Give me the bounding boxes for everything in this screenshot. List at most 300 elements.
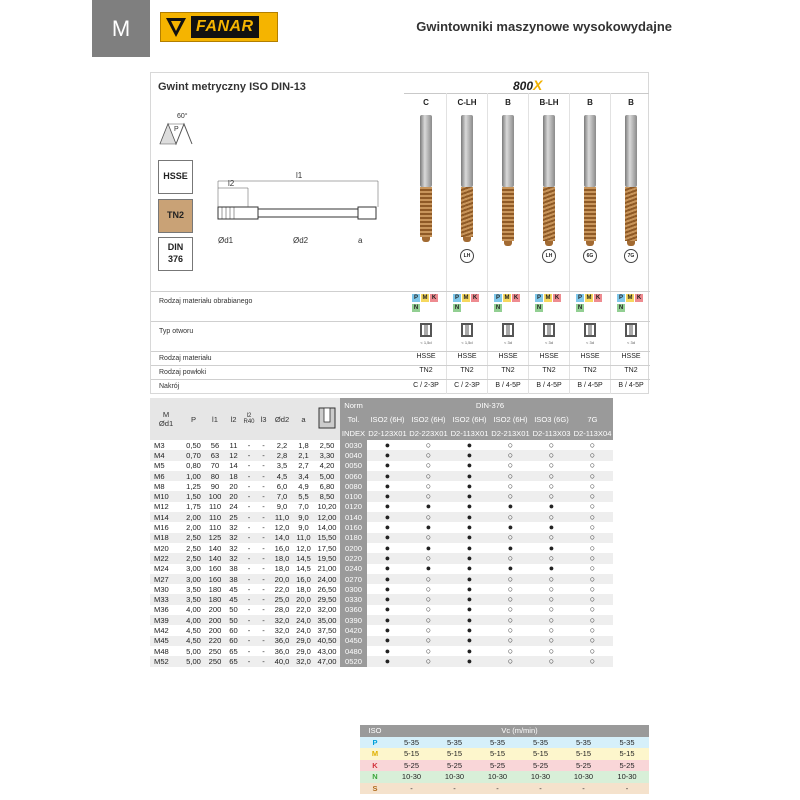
on-request-icon: ○ (425, 624, 432, 635)
table-row (150, 471, 613, 481)
dim-l2: l2 (228, 179, 235, 188)
available-icon: ● (384, 522, 391, 533)
speed-value: 5-35 (605, 737, 649, 749)
table-cell: 29,50 (314, 594, 340, 604)
speed-row (360, 771, 649, 783)
dimensions-table (150, 398, 613, 667)
table-cell: 32,0 (274, 625, 290, 635)
tolerance-header: ISO3 (6G) (531, 412, 572, 426)
table-cell: 38 (225, 574, 242, 584)
table-cell: 18,0 (271, 553, 293, 563)
available-icon: ● (384, 460, 391, 471)
index-code: 0100 (340, 491, 367, 501)
table-cell: - (242, 533, 256, 543)
on-request-icon: ○ (531, 636, 572, 646)
available-icon: ● (425, 501, 432, 512)
table-cell: 20 (225, 491, 242, 501)
on-request-icon: ○ (548, 624, 555, 635)
table-cell: 70 (210, 461, 220, 471)
table-cell: 20,0 (293, 594, 314, 604)
on-request-icon: ○ (572, 533, 613, 543)
table-cell: 9,0 (293, 512, 314, 522)
tap-form-header: B (587, 98, 593, 107)
iso-group-label: S (360, 783, 390, 795)
on-request-icon: ○ (425, 480, 432, 491)
table-cell: 32,0 (271, 615, 293, 625)
on-request-icon: ○ (408, 533, 449, 543)
table-row (150, 553, 613, 563)
on-request-icon: ○ (531, 450, 572, 460)
coating-tn2-box: TN2 (158, 199, 193, 233)
iso-p-badge: P (536, 295, 541, 301)
table-cell: 24,00 (314, 574, 340, 584)
on-request-icon: ○ (589, 480, 596, 491)
thread-size: M5 (154, 461, 165, 471)
row-label: Typ otworu (159, 328, 194, 335)
iso-k-badge: K (431, 295, 437, 301)
available-icon: ● (449, 594, 490, 604)
table-cell: - (262, 543, 265, 553)
on-request-icon: ○ (408, 491, 449, 501)
table-cell: 45 (225, 594, 242, 604)
on-request-icon: ○ (548, 645, 555, 656)
hole-depth-note: < 1,5d (420, 340, 432, 345)
index-code: 0050 (340, 461, 367, 471)
table-cell: 7,0 (298, 502, 309, 512)
table-cell: 45 (229, 584, 238, 594)
table-cell: - (262, 440, 265, 450)
table-cell: 65 (229, 646, 238, 656)
on-request-icon: ○ (408, 615, 449, 625)
table-cell: 60 (225, 636, 242, 646)
speed-value: 10-30 (562, 771, 605, 783)
available-icon: ● (384, 501, 391, 512)
index-code: 0220 (340, 553, 367, 563)
table-cell: 18,0 (296, 584, 311, 594)
table-cell: - (242, 450, 256, 460)
blind-hole-icon (625, 323, 637, 337)
series-logo: 800X (513, 77, 543, 93)
on-request-icon: ○ (572, 553, 613, 563)
available-icon: ● (449, 615, 490, 625)
table-cell: 4,00 (182, 615, 205, 625)
table-cell: 16,0 (274, 543, 290, 553)
index-code: 0160 (340, 522, 367, 532)
speed-value: 5-15 (476, 748, 519, 760)
available-icon: ● (367, 594, 408, 604)
table-cell: 3,4 (293, 471, 314, 481)
chamfer-value: B / 4-5P (495, 382, 521, 389)
table-row (150, 584, 613, 594)
table-cell: 36,0 (271, 636, 293, 646)
on-request-icon: ○ (490, 553, 531, 563)
table-cell: - (262, 523, 265, 533)
table-cell: 32,00 (317, 605, 337, 615)
thread-size: M42 (154, 625, 169, 635)
on-request-icon: ○ (490, 574, 531, 584)
material-value: HSSE (416, 353, 436, 360)
table-cell: 14,00 (317, 523, 337, 533)
tolerance-header: ISO2 (6H) (490, 412, 531, 426)
table-cell: 18 (225, 471, 242, 481)
iso-p-badge: P (495, 295, 500, 301)
on-request-icon: ○ (548, 480, 555, 491)
available-icon: ● (466, 604, 473, 615)
index-code: 0200 (340, 543, 367, 553)
speed-value: 5-15 (390, 748, 433, 760)
hole-depth-note: < 1,5d (461, 340, 473, 345)
table-cell: 32 (225, 553, 242, 563)
table-cell: 1,75 (186, 502, 201, 512)
table-cell: - (247, 625, 251, 635)
available-icon: ● (449, 636, 490, 646)
table-cell: 19,50 (314, 553, 340, 563)
table-cell: 40,50 (314, 636, 340, 646)
table-cell: - (256, 615, 271, 625)
iso-header: ISO (360, 725, 390, 737)
on-request-icon: ○ (572, 512, 613, 522)
row-label: Rodzaj materiału obrabianego (159, 298, 253, 305)
speed-row (360, 760, 649, 772)
index-code: 0270 (340, 574, 367, 584)
available-icon: ● (367, 491, 408, 501)
iso-m-badge: M (586, 295, 592, 301)
blind-hole-icon (584, 323, 596, 337)
table-cell: 125 (205, 533, 225, 543)
speed-value: 5-15 (562, 748, 605, 760)
table-cell: 14 (229, 461, 238, 471)
article-code-header: D2-213X01 (490, 426, 531, 440)
on-request-icon: ○ (490, 450, 531, 460)
available-icon: ● (449, 656, 490, 666)
on-request-icon: ○ (572, 450, 613, 460)
iso-p-badge: P (577, 295, 582, 301)
on-request-icon: ○ (490, 594, 531, 604)
index-code: 0040 (340, 450, 367, 460)
speed-value: 5-25 (562, 760, 605, 772)
table-cell: 14,0 (271, 533, 293, 543)
speed-value: 10-30 (605, 771, 649, 783)
speed-value: - (433, 783, 476, 795)
table-cell: 180 (208, 584, 222, 594)
table-cell: 35,00 (314, 615, 340, 625)
table-cell: - (262, 502, 265, 512)
on-request-icon: ○ (490, 471, 531, 481)
table-cell: - (247, 440, 251, 450)
speed-value: 10-30 (390, 771, 433, 783)
on-request-icon: ○ (572, 471, 613, 481)
speed-value: 10-30 (476, 771, 519, 783)
table-cell: - (247, 605, 251, 615)
iso-p-badge: P (413, 295, 418, 301)
available-icon: ● (367, 636, 408, 646)
table-cell: 9,0 (298, 523, 309, 533)
on-request-icon: ○ (572, 594, 613, 604)
tap-form-header: C (423, 98, 429, 107)
left-hand-icon: LH (542, 249, 556, 263)
table-cell: - (256, 574, 271, 584)
table-cell: 8,50 (314, 491, 340, 501)
available-icon: ● (449, 533, 490, 543)
coating-value: TN2 (419, 367, 433, 374)
index-code: 0030 (340, 440, 367, 450)
index-code: 0420 (340, 625, 367, 635)
hole-depth-note: < 3d (545, 340, 553, 345)
thread-size: M8 (154, 481, 165, 491)
index-code: 0480 (340, 646, 367, 656)
table-cell: 22,0 (296, 605, 311, 615)
available-icon: ● (449, 553, 490, 563)
on-request-icon: ○ (408, 594, 449, 604)
article-code-header: D2-123X01 (367, 426, 408, 440)
table-cell: - (242, 471, 256, 481)
hole-depth-note: < 3d (627, 340, 635, 345)
iso-material-group (453, 294, 481, 316)
table-row (150, 491, 613, 501)
table-cell: 32 (229, 523, 238, 533)
thread-standard-title: Gwint metryczny ISO DIN-13 (158, 81, 306, 93)
table-cell: 2,7 (298, 461, 309, 471)
section-letter: M (111, 15, 131, 41)
table-row (150, 646, 613, 656)
blind-hole-icon (543, 323, 555, 337)
iso-material-group (576, 294, 604, 316)
table-cell: 21,00 (317, 564, 337, 574)
dim-d1: Ød1 (218, 236, 234, 245)
iso-k-badge: K (636, 295, 642, 301)
tap-form-header: B (628, 98, 634, 107)
table-row (150, 625, 613, 635)
iso-k-badge: K (513, 295, 519, 301)
table-cell: 63 (205, 450, 225, 460)
table-row (150, 512, 613, 522)
article-code-header: D2-113X01 (449, 426, 490, 440)
on-request-icon: ○ (589, 563, 596, 574)
thread-size: M10 (150, 491, 182, 501)
on-request-icon: ○ (408, 553, 449, 563)
iso-n-badge: N (618, 305, 624, 311)
table-row (150, 636, 613, 646)
table-cell: 110 (208, 502, 222, 512)
angle-label: 60° (177, 113, 188, 120)
table-row (150, 481, 613, 491)
thread-size: M36 (154, 605, 169, 615)
iso-k-badge: K (472, 295, 478, 301)
thread-size: M22 (150, 553, 182, 563)
table-cell: - (262, 584, 265, 594)
speed-row (360, 748, 649, 760)
table-cell: 4,20 (319, 461, 335, 471)
available-icon: ● (466, 501, 473, 512)
available-icon: ● (466, 480, 473, 491)
available-icon: ● (367, 533, 408, 543)
available-icon: ● (507, 542, 514, 553)
table-cell: 140 (205, 553, 225, 563)
on-request-icon: ○ (589, 604, 596, 615)
pitch-label: P (174, 126, 179, 133)
table-cell: 200 (208, 625, 222, 635)
table-cell: 110 (205, 512, 225, 522)
on-request-icon: ○ (572, 656, 613, 666)
on-request-icon: ○ (425, 645, 432, 656)
norm-din376-box: DIN 376 (158, 237, 193, 271)
table-cell: 29,0 (296, 646, 311, 656)
tolerance-header: ISO2 (6H) (449, 412, 490, 426)
on-request-icon: ○ (408, 636, 449, 646)
available-icon: ● (466, 542, 473, 553)
row-label: Nakrój (159, 383, 180, 390)
available-icon: ● (466, 645, 473, 656)
table-cell: 1,00 (182, 471, 205, 481)
table-cell: 38 (229, 564, 238, 574)
available-icon: ● (367, 574, 408, 584)
table-row (150, 564, 613, 574)
chamfer-value: B / 4-5P (577, 382, 603, 389)
table-cell: 250 (205, 656, 225, 666)
speed-value: 5-35 (562, 737, 605, 749)
table-cell: 6,80 (319, 481, 335, 491)
table-cell: - (256, 636, 271, 646)
speed-value: 5-35 (519, 737, 562, 749)
table-cell: 2,2 (276, 440, 288, 450)
table-cell: 4,50 (182, 636, 205, 646)
available-icon: ● (466, 583, 473, 594)
available-icon: ● (384, 604, 391, 615)
table-cell: 1,50 (182, 491, 205, 501)
on-request-icon: ○ (589, 439, 596, 450)
hole-depth-note: < 3d (504, 340, 512, 345)
tolerance-6g-icon: 6G (583, 249, 597, 263)
table-row (150, 543, 613, 553)
table-cell: 10,20 (317, 502, 337, 512)
table-cell: 56 (210, 440, 220, 450)
table-cell: 2,50 (182, 533, 205, 543)
available-icon: ● (449, 450, 490, 460)
table-cell: 47,00 (314, 656, 340, 666)
thread-size: M48 (154, 646, 169, 656)
available-icon: ● (548, 522, 555, 533)
on-request-icon: ○ (531, 471, 572, 481)
table-cell: 11 (229, 440, 238, 450)
on-request-icon: ○ (589, 624, 596, 635)
material-hsse-box: HSSE (158, 160, 193, 194)
available-icon: ● (507, 501, 514, 512)
available-icon: ● (466, 460, 473, 471)
fanar-logo (160, 12, 278, 42)
table-cell: 65 (225, 656, 242, 666)
table-cell: 12,0 (274, 523, 290, 533)
col-l2: l2 (225, 398, 242, 440)
table-cell: - (262, 564, 265, 574)
coating-value: TN2 (501, 367, 515, 374)
blind-hole-icon (461, 323, 473, 337)
table-cell: 200 (208, 605, 222, 615)
iso-n-badge: N (495, 305, 501, 311)
speed-value: 5-15 (519, 748, 562, 760)
table-cell: 20 (229, 481, 238, 491)
on-request-icon: ○ (507, 439, 514, 450)
available-icon: ● (384, 480, 391, 491)
index-code: 0240 (340, 564, 367, 574)
on-request-icon: ○ (531, 553, 572, 563)
index-code: 0060 (340, 471, 367, 481)
on-request-icon: ○ (531, 574, 572, 584)
table-cell: 17,50 (317, 543, 337, 553)
table-cell: 3,50 (186, 584, 201, 594)
table-cell: - (256, 471, 271, 481)
on-request-icon: ○ (490, 656, 531, 666)
norm-label: Norm (340, 398, 367, 412)
on-request-icon: ○ (425, 439, 432, 450)
table-cell: 3,5 (276, 461, 288, 471)
table-cell: 28,0 (274, 605, 290, 615)
table-cell: 100 (205, 491, 225, 501)
on-request-icon: ○ (507, 480, 514, 491)
available-icon: ● (507, 522, 514, 533)
on-request-icon: ○ (589, 460, 596, 471)
vc-header: Vc (m/min) (390, 725, 649, 737)
page-title: Gwintowniki maszynowe wysokowydajne (416, 19, 672, 34)
col-d2: Ød2 (271, 398, 293, 440)
speed-value: 5-35 (433, 737, 476, 749)
table-cell: 160 (205, 574, 225, 584)
table-cell: 37,50 (317, 625, 337, 635)
thread-profile-icon (158, 110, 198, 152)
available-icon: ● (367, 553, 408, 563)
coating-value: TN2 (624, 367, 638, 374)
iso-m-badge: M (463, 295, 469, 301)
index-code: 0330 (340, 594, 367, 604)
dim-a: a (358, 236, 363, 245)
index-code: 0390 (340, 615, 367, 625)
on-request-icon: ○ (425, 604, 432, 615)
table-row (150, 656, 613, 666)
speed-value: 5-25 (476, 760, 519, 772)
table-cell: 90 (210, 481, 220, 491)
table-cell: 2,1 (293, 450, 314, 460)
iso-m-badge: M (504, 295, 510, 301)
tap-form-header: C-LH (457, 98, 477, 107)
table-cell: 32 (225, 533, 242, 543)
thread-size: M18 (150, 533, 182, 543)
available-icon: ● (507, 563, 514, 574)
table-cell: 5,00 (314, 471, 340, 481)
thread-size: M3 (154, 440, 165, 450)
table-row (150, 594, 613, 604)
thread-size: M14 (150, 512, 182, 522)
table-cell: - (242, 636, 256, 646)
available-icon: ● (466, 563, 473, 574)
table-cell: 2,8 (271, 450, 293, 460)
table-row (150, 461, 613, 471)
table-cell: 220 (205, 636, 225, 646)
available-icon: ● (449, 574, 490, 584)
on-request-icon: ○ (548, 583, 555, 594)
on-request-icon: ○ (408, 656, 449, 666)
cutting-speed-table (360, 725, 649, 794)
on-request-icon: ○ (589, 645, 596, 656)
speed-value: 5-15 (433, 748, 476, 760)
index-code: 0520 (340, 656, 367, 666)
speed-value: - (390, 783, 433, 795)
speed-value: 5-25 (390, 760, 433, 772)
table-cell: 140 (208, 543, 222, 553)
iso-p-badge: P (618, 295, 623, 301)
left-hand-icon: LH (460, 249, 474, 263)
speed-row (360, 737, 649, 749)
table-cell: 180 (205, 594, 225, 604)
table-row (150, 522, 613, 532)
